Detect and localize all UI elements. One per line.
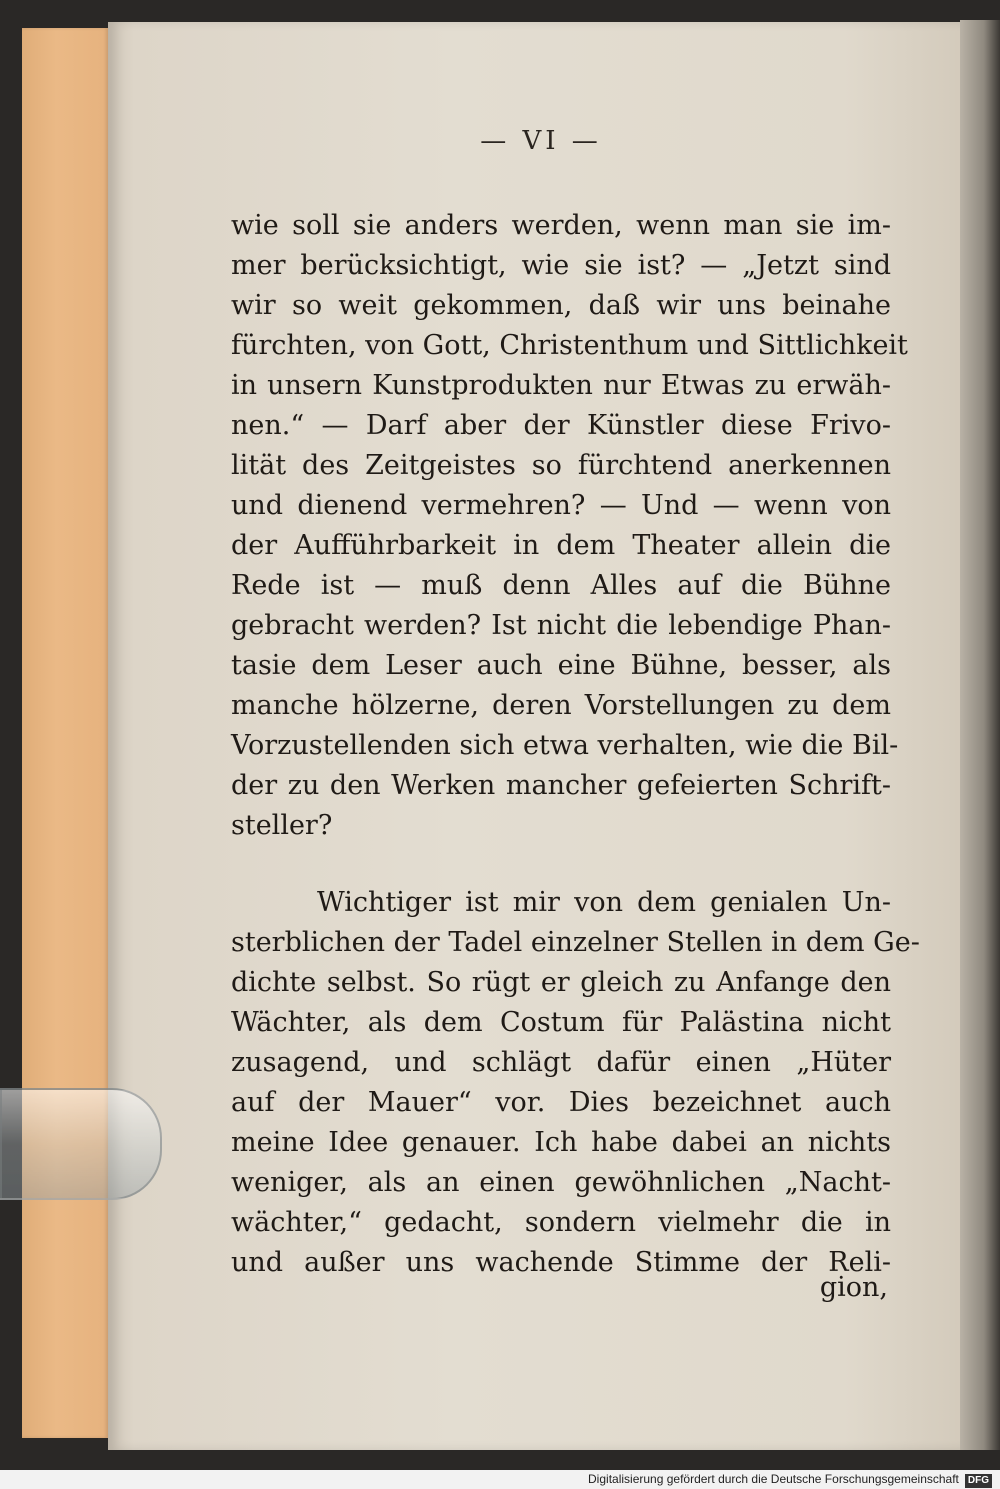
text-line: mer berücksichtigt, wie sie ist? — „Jetzt sind (231, 250, 891, 281)
text-line: nen.“ — Darf aber der Künstler diese Frivo- (231, 410, 891, 441)
text-line: tasie dem Leser auch eine Bühne, besser, als (231, 650, 891, 681)
text-line: Rede ist — muß denn Alles auf die Bühne (231, 570, 891, 601)
text-line: gebracht werden? Ist nicht die lebendige Phan- (231, 610, 891, 641)
book-page (108, 22, 974, 1450)
text-line: dichte selbst. So rügt er gleich zu Anfange den (231, 967, 891, 998)
text-line: und dienend vermehren? — Und — wenn von (231, 490, 891, 521)
page-number-header: — VI — (480, 126, 602, 156)
text-line: auf der Mauer“ vor. Dies bezeichnet auch (231, 1087, 891, 1118)
text-line: Wichtiger ist mir von dem genialen Un- (317, 887, 891, 918)
paragraph-2 (231, 883, 920, 1283)
text-line: und außer uns wachende Stimme der Reli- (231, 1247, 891, 1278)
body-text (231, 206, 920, 1283)
text-line: sterblichen der Tadel einzelner Stellen in dem Ge- (231, 927, 920, 958)
digitization-footer (0, 1470, 1000, 1489)
catchword: gion, (819, 1272, 888, 1303)
text-line: meine Idee genauer. Ich habe dabei an nichts (231, 1127, 891, 1158)
text-line: steller? (231, 810, 333, 841)
dfg-logo: DFG (965, 1474, 992, 1488)
text-line: wir so weit gekommen, daß wir uns beinahe (231, 290, 891, 321)
text-line: Vorzustellenden sich etwa verhalten, wie die Bil- (231, 730, 899, 761)
text-line: der Aufführbarkeit in dem Theater allein die (231, 530, 891, 561)
text-line: weniger, als an einen gewöhnlichen „Nacht- (231, 1167, 891, 1198)
text-line: wie soll sie anders werden, wenn man sie im- (231, 210, 891, 241)
text-line: manche hölzerne, deren Vorstellungen zu dem (231, 690, 891, 721)
text-line: in unsern Kunstprodukten nur Etwas zu erwäh- (231, 370, 891, 401)
text-line: Wächter, als dem Costum für Palästina nicht (231, 1007, 891, 1038)
orange-binding-strip (22, 28, 108, 1438)
paragraph-gap (231, 846, 891, 883)
text-line: lität des Zeitgeistes so fürchtend anerkennen (231, 450, 891, 481)
plastic-clip (0, 1088, 162, 1200)
page-edge-shadow (960, 20, 1000, 1450)
text-line: wächter,“ gedacht, sondern vielmehr die in (231, 1207, 891, 1238)
footer-credit: Digitalisierung gefördert durch die Deutsche Forschungsgemeinschaft (588, 1472, 959, 1486)
text-line: der zu den Werken mancher gefeierten Schrift- (231, 770, 891, 801)
text-line: zusagend, und schlägt dafür einen „Hüter (231, 1047, 891, 1078)
paragraph-1 (231, 206, 908, 846)
text-line: fürchten, von Gott, Christenthum und Sittlichkeit (231, 330, 908, 361)
